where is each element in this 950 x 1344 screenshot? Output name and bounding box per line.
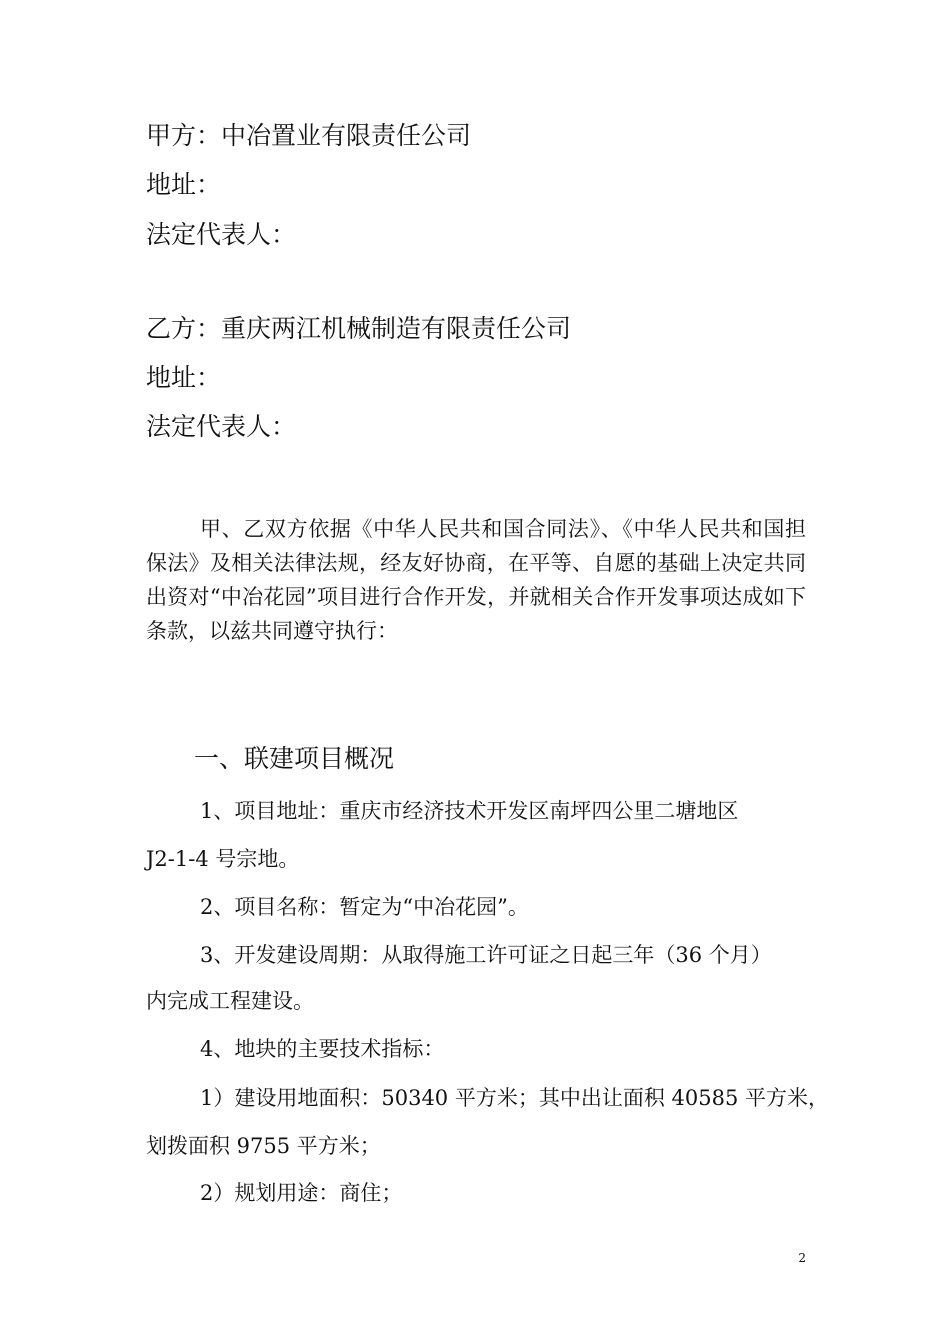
page-number: 2 <box>798 1251 806 1265</box>
item-1-line-2: J2-1-4 号宗地。 <box>146 847 300 871</box>
party-b-representative: 法定代表人： <box>146 412 297 441</box>
item-4-sub-1-line-1: 1）建设用地面积：50340 平方米；其中出让面积 40585 平方米， <box>200 1086 829 1110</box>
item-3-line-2: 内完成工程建设。 <box>146 989 314 1013</box>
preamble-paragraph: 甲、乙双方依据《中华人民共和国合同法》、《中华人民共和国担保法》及相关法律法规，经友好协商，在平等、自愿的基础上决定共同出资对“中冶花园”项目进行合作开发，并就相关合作开发事项达成如下条款，以兹共同遵守执行： <box>146 517 806 643</box>
item-3-line-1: 3、开发建设周期：从取得施工许可证之日起三年（36 个月） <box>200 943 772 967</box>
item-1-line-1: 1、项目地址：重庆市经济技术开发区南坪四公里二塘地区 <box>200 799 739 823</box>
party-a-representative: 法定代表人： <box>146 220 297 249</box>
party-a-name: 甲方：中冶置业有限责任公司 <box>146 121 472 150</box>
item-2: 2、项目名称：暂定为“中冶花园”。 <box>200 895 529 919</box>
item-4-sub-1-line-2: 划拨面积 9755 平方米； <box>146 1134 381 1158</box>
party-a-address: 地址： <box>146 170 222 199</box>
item-4: 4、地块的主要技术指标： <box>200 1037 445 1061</box>
section-1-heading: 一、联建项目概况 <box>194 744 395 773</box>
party-b-name: 乙方：重庆两江机械制造有限责任公司 <box>146 314 572 343</box>
party-b-address: 地址： <box>146 363 222 392</box>
item-4-sub-2: 2）规划用途：商住； <box>200 1181 403 1205</box>
